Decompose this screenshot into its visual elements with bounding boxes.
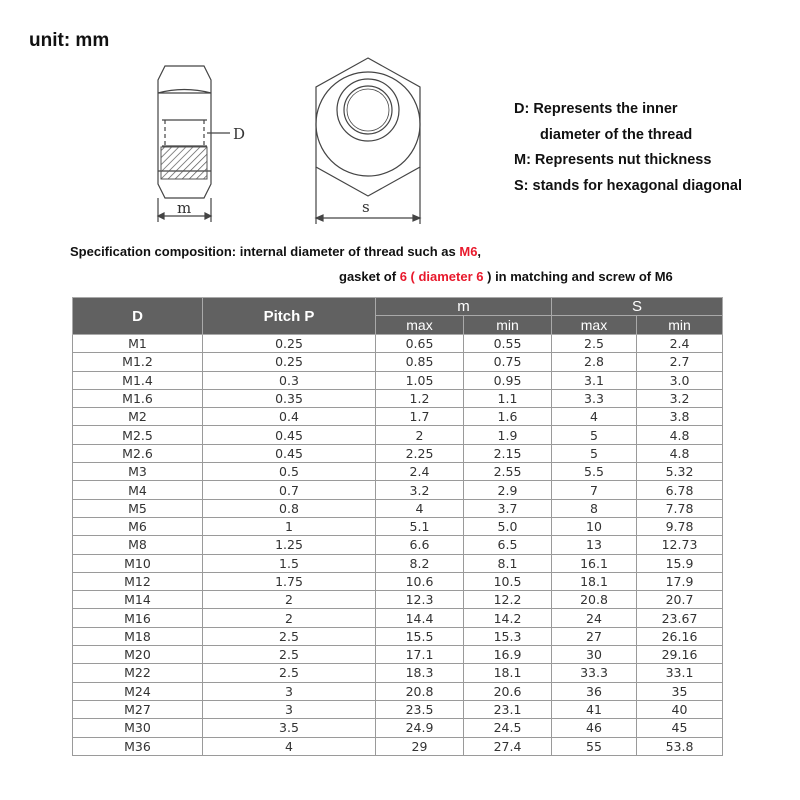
cell-s-min: 15.9 [637,554,723,572]
cell-m-max: 2 [376,426,464,444]
cell-m-min: 0.95 [464,371,552,389]
cell-m-min: 18.1 [464,664,552,682]
cell-d: M1.2 [73,353,203,371]
cell-s-max: 5 [552,444,637,462]
cell-m-max: 15.5 [376,627,464,645]
header-pitch: Pitch P [203,298,376,335]
cell-m-max: 29 [376,737,464,755]
table-row [73,572,723,590]
cell-d: M12 [73,572,203,590]
cell-m-min: 14.2 [464,609,552,627]
cell-m-max: 12.3 [376,591,464,609]
cell-m-min: 23.1 [464,700,552,718]
cell-d: M3 [73,463,203,481]
table-row [73,444,723,462]
cell-s-min: 4.8 [637,426,723,444]
cell-m-min: 2.55 [464,463,552,481]
cell-pitch: 1 [203,517,376,535]
cell-m-min: 27.4 [464,737,552,755]
cell-s-max: 55 [552,737,637,755]
cell-s-min: 23.67 [637,609,723,627]
cell-m-max: 6.6 [376,536,464,554]
cell-pitch: 4 [203,737,376,755]
cell-s-min: 5.32 [637,463,723,481]
cell-s-max: 3.3 [552,389,637,407]
table-row [73,682,723,700]
table-row [73,371,723,389]
label-d: D [233,125,246,143]
spec-line-2-highlight: 6 ( diameter 6 [399,269,488,284]
cell-s-max: 4 [552,408,637,426]
table-row [73,408,723,426]
header-s-min: min [637,316,723,335]
cell-d: M1.6 [73,389,203,407]
cell-d: M24 [73,682,203,700]
cell-d: M16 [73,609,203,627]
cell-s-max: 5 [552,426,637,444]
cell-m-min: 2.15 [464,444,552,462]
cell-s-max: 30 [552,646,637,664]
table-row [73,517,723,535]
legend-d-line1: D: Represents the inner [514,101,678,117]
cell-m-min: 0.55 [464,335,552,353]
spec-line-1 [70,244,481,259]
cell-m-min: 3.7 [464,499,552,517]
unit-label: unit: mm [29,30,110,51]
header-s-max: max [552,316,637,335]
cell-s-max: 27 [552,627,637,645]
spec-table [72,297,723,756]
cell-s-min: 26.16 [637,627,723,645]
cell-m-max: 2.4 [376,463,464,481]
cell-s-max: 33.3 [552,664,637,682]
cell-m-max: 1.05 [376,371,464,389]
cell-s-min: 4.8 [637,444,723,462]
cell-pitch: 3 [203,700,376,718]
cell-s-max: 41 [552,700,637,718]
table-row [73,609,723,627]
cell-s-min: 12.73 [637,536,723,554]
cell-d: M2.5 [73,426,203,444]
cell-m-min: 20.6 [464,682,552,700]
cell-s-min: 2.7 [637,353,723,371]
cell-m-min: 1.1 [464,389,552,407]
cell-pitch: 0.25 [203,353,376,371]
cell-m-max: 0.85 [376,353,464,371]
cell-s-min: 29.16 [637,646,723,664]
cell-m-max: 1.7 [376,408,464,426]
cell-d: M20 [73,646,203,664]
table-row [73,353,723,371]
cell-m-min: 8.1 [464,554,552,572]
cell-s-min: 6.78 [637,481,723,499]
cell-d: M2.6 [73,444,203,462]
cell-m-max: 10.6 [376,572,464,590]
cell-m-min: 10.5 [464,572,552,590]
cell-m-max: 0.65 [376,335,464,353]
cell-s-max: 36 [552,682,637,700]
cell-s-min: 3.8 [637,408,723,426]
table-row [73,335,723,353]
cell-m-min: 6.5 [464,536,552,554]
cell-d: M18 [73,627,203,645]
cell-s-max: 13 [552,536,637,554]
cell-pitch: 2.5 [203,627,376,645]
cell-d: M6 [73,517,203,535]
cell-m-min: 1.9 [464,426,552,444]
cell-d: M4 [73,481,203,499]
cell-d: M1.4 [73,371,203,389]
table-body [73,335,723,756]
cell-m-min: 2.9 [464,481,552,499]
cell-pitch: 0.25 [203,335,376,353]
spec-line-1-prefix: Specification composition: internal diameter of thread such as [70,244,460,259]
cell-m-max: 4 [376,499,464,517]
cell-pitch: 1.25 [203,536,376,554]
cell-s-max: 5.5 [552,463,637,481]
spec-line-2 [339,269,673,284]
cell-s-min: 17.9 [637,572,723,590]
header-m-min: min [464,316,552,335]
cell-d: M14 [73,591,203,609]
cell-s-max: 24 [552,609,637,627]
cell-pitch: 0.45 [203,444,376,462]
cell-m-max: 3.2 [376,481,464,499]
spec-line-2-prefix: gasket of [339,269,400,284]
spec-line-2-suffix: ) in matching and screw of M6 [487,269,673,284]
cell-pitch: 0.45 [203,426,376,444]
cell-s-max: 8 [552,499,637,517]
spec-line-1-suffix: , [477,244,482,259]
cell-m-max: 14.4 [376,609,464,627]
cell-m-min: 16.9 [464,646,552,664]
cell-d: M2 [73,408,203,426]
cell-m-max: 5.1 [376,517,464,535]
cell-pitch: 3 [203,682,376,700]
cell-d: M36 [73,737,203,755]
cell-m-min: 0.75 [464,353,552,371]
cell-pitch: 3.5 [203,719,376,737]
cell-pitch: 2.5 [203,664,376,682]
header-m-max: max [376,316,464,335]
cell-s-min: 3.2 [637,389,723,407]
cell-m-max: 8.2 [376,554,464,572]
cell-s-max: 2.5 [552,335,637,353]
cell-s-min: 2.4 [637,335,723,353]
table-row [73,700,723,718]
cell-m-max: 20.8 [376,682,464,700]
cell-d: M30 [73,719,203,737]
cell-s-max: 2.8 [552,353,637,371]
table-row [73,536,723,554]
cell-m-min: 12.2 [464,591,552,609]
legend-s-line: S: stands for hexagonal diagonal [514,177,743,194]
table-row [73,737,723,755]
cell-s-max: 10 [552,517,637,535]
cell-m-min: 15.3 [464,627,552,645]
cell-s-min: 20.7 [637,591,723,609]
legend-m-line: M: Represents nut thickness [514,152,712,168]
cell-s-max: 3.1 [552,371,637,389]
cell-pitch: 1.5 [203,554,376,572]
cell-s-max: 7 [552,481,637,499]
cell-d: M5 [73,499,203,517]
cell-s-max: 18.1 [552,572,637,590]
spec-line-1-highlight: M6 [459,244,478,259]
cell-d: M10 [73,554,203,572]
cell-pitch: 1.75 [203,572,376,590]
cell-d: M27 [73,700,203,718]
table-row [73,481,723,499]
cell-m-min: 24.5 [464,719,552,737]
cell-pitch: 2.5 [203,646,376,664]
table-row [73,426,723,444]
cell-pitch: 0.8 [203,499,376,517]
table-row [73,591,723,609]
cell-m-max: 17.1 [376,646,464,664]
cell-m-min: 1.6 [464,408,552,426]
cell-s-min: 53.8 [637,737,723,755]
table-row [73,719,723,737]
cell-s-min: 33.1 [637,664,723,682]
cell-s-max: 46 [552,719,637,737]
cell-m-max: 23.5 [376,700,464,718]
cell-d: M22 [73,664,203,682]
cell-pitch: 0.5 [203,463,376,481]
table-row [73,627,723,645]
legend [514,97,742,199]
table-row [73,499,723,517]
cell-s-min: 3.0 [637,371,723,389]
table-row [73,389,723,407]
cell-d: M8 [73,536,203,554]
cell-m-max: 18.3 [376,664,464,682]
cell-m-min: 5.0 [464,517,552,535]
cell-s-max: 20.8 [552,591,637,609]
cell-m-max: 24.9 [376,719,464,737]
cell-pitch: 2 [203,609,376,627]
cell-pitch: 0.4 [203,408,376,426]
cell-pitch: 0.3 [203,371,376,389]
header-m: m [376,298,552,316]
cell-s-min: 40 [637,700,723,718]
label-m: m [177,199,192,217]
label-s: s [362,198,370,216]
cell-m-max: 2.25 [376,444,464,462]
table-row [73,664,723,682]
cell-s-min: 35 [637,682,723,700]
header-d: D [73,298,203,335]
cell-pitch: 0.35 [203,389,376,407]
cell-s-min: 9.78 [637,517,723,535]
table-row [73,554,723,572]
table-row [73,463,723,481]
cell-s-max: 16.1 [552,554,637,572]
cell-s-min: 45 [637,719,723,737]
cell-pitch: 2 [203,591,376,609]
table-row [73,646,723,664]
cell-pitch: 0.7 [203,481,376,499]
cell-d: M1 [73,335,203,353]
cell-m-max: 1.2 [376,389,464,407]
nut-side-view [158,66,230,222]
cell-s-min: 7.78 [637,499,723,517]
header-s: S [552,298,723,316]
legend-d-line2: diameter of the thread [540,126,693,143]
